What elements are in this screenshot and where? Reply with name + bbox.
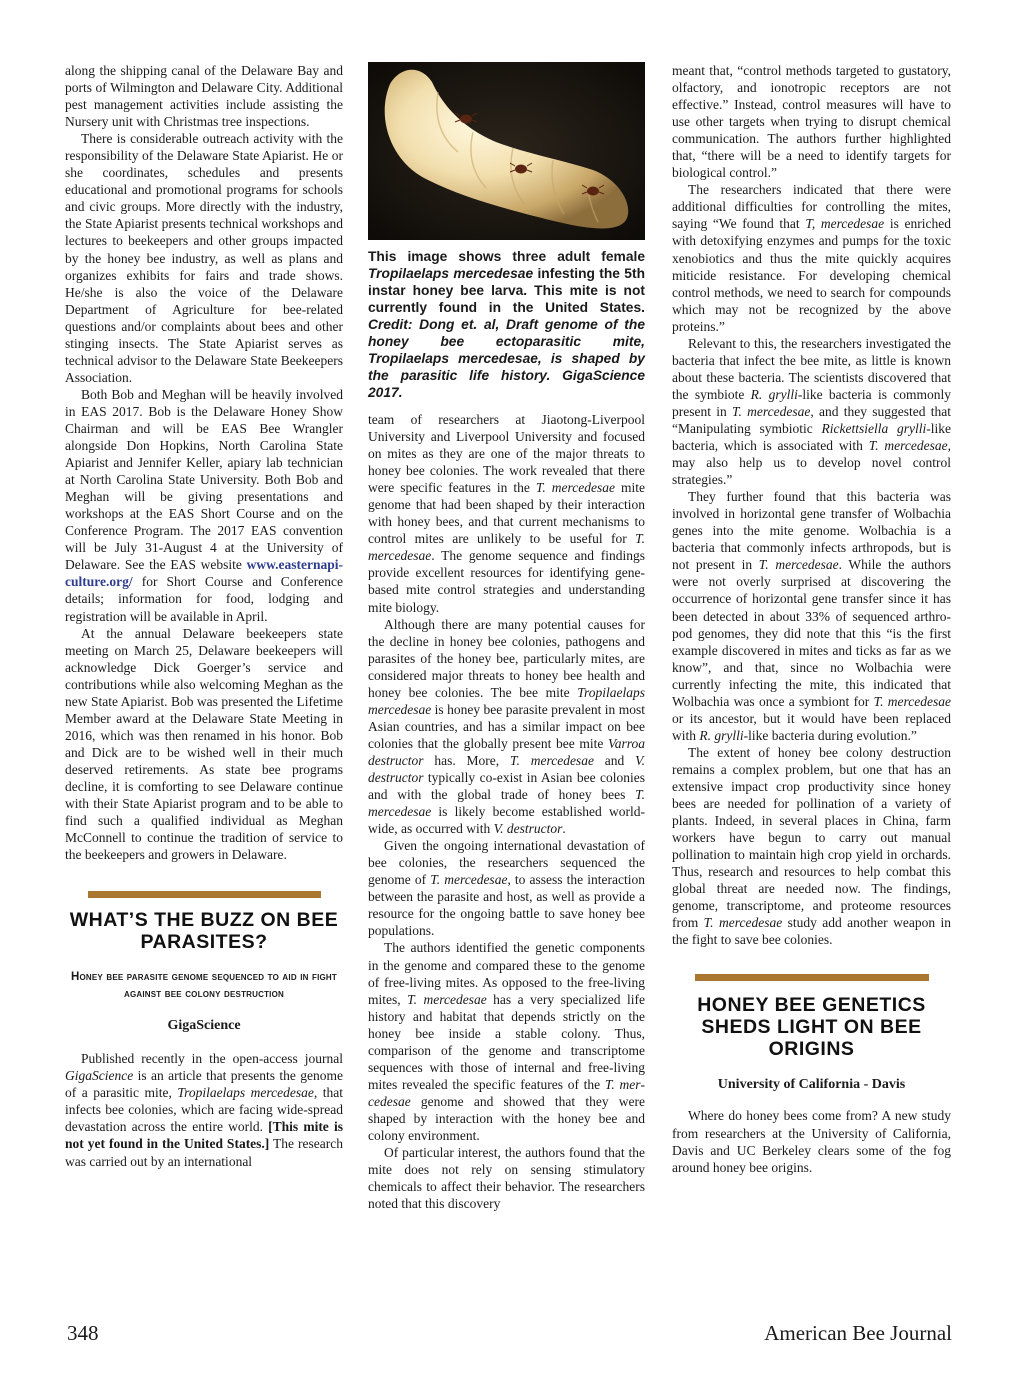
text: genome and showed that they were shaped by interaction with the honey bee and colony environment. bbox=[368, 1093, 645, 1143]
species-name: T, mercedesae bbox=[805, 216, 885, 232]
text: . While the authors were not overly surprised at discovering the occurrence of horizontal gene transfer since it has been detected in about 33% of sequenced arthropod genomes, they did note that this “is the first example discovered in mites and ticks as far as we know”, and that, since no Wolbachia were currently infecting the mite, this indicated that Wolbachia was once a symbiont for bbox=[672, 557, 951, 709]
text: is likely become established world-wide, as occurred with bbox=[368, 804, 645, 837]
paragraph bbox=[368, 411, 645, 616]
paragraph: There is considerable outreach activity with the responsibility of the Delaware State Apiarist. He or she coordinates, schedules and presents educational and promotional programs for schools and civic groups. More directly with the industry, the State Apiarist presents technical workshops and lectures to beekeepers and other groups impacted by the honey bee industry, as well as plans and organizes exhibits for fairs and trade shows. He/she is also the voice of the Delaware Department of Agriculture for bee-related questions and/or complaints about bees and other stinging insects. The State Apiarist serves as technical advisor to the Delaware State Beekeepers Association. bbox=[65, 131, 343, 385]
column-2 bbox=[368, 62, 645, 1212]
species-name: Rickettsiella grylli bbox=[821, 420, 927, 436]
text: typically co-exist in Asian bee colonies and with the global trade of honey bees bbox=[368, 769, 645, 803]
text: , to assess the interaction between the parasite and host, as well as provide a resource for the ongoing battle to save honey bee populations. bbox=[368, 872, 645, 939]
paragraph bbox=[368, 616, 645, 838]
paragraph bbox=[65, 386, 343, 625]
text: , that infects bee colonies, which are facing wide-spread devastation across the entire world. bbox=[65, 1085, 344, 1135]
species-name: T. mercedesae bbox=[535, 480, 615, 496]
photo-credit: Credit: Dong et. al, Draft genome of the honey bee ectoparasitic mite, Tropilaelaps mercedesae, is shaped by the parasitic life history. GigaScience 2017. bbox=[368, 317, 645, 400]
species-name: T. mercedesae bbox=[873, 693, 951, 709]
article-headline: HONEY BEE GENETICS SHEDS LIGHT ON BEE ORIGINS bbox=[697, 994, 926, 1061]
paragraph bbox=[672, 335, 951, 488]
article-headline: WHAT’S THE BUZZ ON BEE PARASITES? bbox=[69, 909, 339, 954]
text: has. More, bbox=[423, 752, 510, 768]
paragraph bbox=[672, 488, 951, 744]
paragraph bbox=[672, 181, 951, 334]
species-name: T. mercedesae bbox=[368, 1076, 645, 1109]
species-name: T. mercedesae bbox=[868, 438, 948, 454]
paragraph bbox=[368, 837, 645, 939]
editor-note: [This mite is not yet found in the United States.] bbox=[65, 1119, 343, 1152]
text: The authors identified the genetic components in the genome and compared these to the genome of free-living mites. As opposed to the free-living mites, bbox=[368, 940, 645, 1007]
journal-name-footer: American Bee Journal bbox=[764, 1321, 952, 1345]
column-3 bbox=[672, 62, 951, 1176]
section-divider bbox=[88, 891, 321, 898]
page-number: 348 bbox=[67, 1321, 99, 1345]
species-name: V. destructor bbox=[493, 821, 563, 837]
text: Relevant to this, the researchers investigated the bacteria that infect the bee mite, as little is known about these bacteria. The scientists discovered that the symbiote bbox=[672, 335, 951, 402]
section-divider bbox=[695, 974, 929, 981]
text: . The genome sequence and findings provide excellent resources for identifying gene-based mite control strategies and understanding mite biology. bbox=[368, 548, 645, 615]
paragraph: At the annual Delaware beekeepers state meeting on March 25, Delaware beekeepers will acknowledge Dick Goerger’s service and contributions while also welcoming Meghan as the new State Apiarist. Bob was presented the Lifetime Member award at the Delaware State Meeting in 2016, which was then renamed in his honor. Bob and Dick are to be wished well in their much deserved retirements. As state bee programs decline, it is comforting to see Delaware continue with their State Apiarist program and to be able to find such a qualified individual as Meghan McConnell to continue the tradition of service to the beekeepers and growers in Delaware. bbox=[65, 625, 343, 863]
column-1 bbox=[65, 62, 343, 1170]
text: for Short Course and Conference details; information for food, lodging and registration will be available in April. bbox=[65, 574, 343, 624]
paragraph bbox=[368, 939, 645, 1144]
paragraph: meant that, “control methods targeted to gustatory, olfactory, and ionotropic receptors are not effective.” Instead, control measures will have to use other targets when trying to disrupt chemical communication. The authors further highlighted that, “there will be a need to identify targets for biological control.” bbox=[672, 63, 951, 181]
article-subhead: Honey bee parasite genome sequenced to aid in fight against bee colony destruction bbox=[70, 971, 337, 1001]
paragraph: Where do honey bees come from? A new study from researchers at the University of California, Davis and UC Berkeley clears some of the fog around honey bee origins. bbox=[672, 1108, 951, 1175]
larva-mite-photo bbox=[368, 62, 645, 240]
text: Although there are many potential causes for the decline in honey bee colonies, pathogens and parasites of the honey bee, particularly mites, are considered major threats to honey bee health and honey bee colonies. The bee mite bbox=[368, 616, 645, 700]
text: is an article that presents the genome of a parasitic mite, bbox=[65, 1068, 343, 1101]
species-name: T. mercedesae bbox=[703, 915, 783, 931]
text: -like bacteria during evolution.” bbox=[743, 727, 917, 743]
text: Given the ongoing international devastation of bee colonies, the researchers sequenced the genome of bbox=[368, 838, 645, 888]
text: is enriched with detoxifying enzymes and pumps for the toxic xenobiotics and thus the mite quickly acquires miticide resistance. For developing chemical control methods, we need to search for compounds which may not be recognized by the above proteins.” bbox=[672, 216, 951, 334]
species-name: R. grylli bbox=[750, 386, 798, 402]
text: They further found that this bacteria was involved in horizontal gene transfer of Wolbachia genes into the mite genome. Wolbachia is a bacteria that commonly infects arthropods, but is not present in bbox=[672, 489, 951, 573]
text: or its ancestor, but it would have been replaced with bbox=[672, 710, 951, 743]
text: , may also help us to develop novel control strategies.” bbox=[672, 438, 951, 488]
paragraph: along the shipping canal of the Delaware Bay and ports of Wilmington and Delaware City. Additional pest management activities include assisting the Nursery unit with Christmas tree inspections. bbox=[65, 63, 343, 130]
eas-website-link[interactable]: www.easternapiculture.org/ bbox=[65, 557, 343, 590]
species-name: T. mercedesae bbox=[510, 752, 594, 768]
journal-name: GigaScience bbox=[65, 1068, 134, 1084]
text: has a very specialized life history and habitat that depends strictly on the honey bee inside a stable colony. Thus, comparison of the genome and transcriptome sequences with those of internal and free-living mites revealed the specific features of the bbox=[368, 991, 645, 1092]
text: mite genome that had been shaped by their interaction with honey bees, and that current mechanisms to control mites are unlikely to be useful for bbox=[368, 480, 645, 547]
text: The extent of honey bee colony destruction remains a complex problem, but one that has an extensive impact crop productivity since honey bees are needed for pollination of a variety of plants. Indeed, in several places in China, farm workers have begun to carry out manual pollination to maintain high crop yield in orchards. Thus, research and resources to help combat this global threat are needed now. The findings, genome, transcriptome, and proteome resources from bbox=[672, 744, 951, 931]
text: This image shows three adult female bbox=[368, 249, 645, 264]
article-source: University of California - Davis bbox=[717, 1077, 906, 1093]
paragraph bbox=[672, 744, 951, 949]
article-buzz-on-bee-parasites bbox=[65, 891, 343, 1169]
text: Both Bob and Meghan will be heavily involved in EAS 2017. Bob is the Delaware Honey Show Chairman and will be EAS Bee Wrangler alongside Don Hopkins, North Carolina State Apiarist and Jennifer Keller, apiary lab technician at North Carolina State University. Both Bob and Meghan will be giving presentations and workshops at the EAS Short Course and on the Conference Program. The 2017 EAS convention will be July 31-August 4 at the University of Delaware. See the EAS website bbox=[65, 386, 343, 573]
species-name: Tropilaelaps mercedesae bbox=[368, 266, 534, 281]
paragraph: Of particular interest, the authors found that the mite does not rely on sensing stimulatory chemicals to affect their behavior. The researchers noted that this discovery bbox=[368, 1145, 645, 1212]
text: , and they suggested that “Manipulating symbiotic bbox=[672, 403, 951, 436]
species-name: T. mercedesae bbox=[732, 403, 811, 419]
species-name: T. mercedesae bbox=[407, 991, 487, 1007]
species-name: T. mercedesae bbox=[430, 872, 508, 888]
text: and bbox=[593, 752, 636, 768]
text: team of researchers at Jiaotong-Liverpool University and Liverpool University and focused on mites as they are one of the major threats to honey bee colonies. The work revealed that there were specific features in the bbox=[368, 412, 645, 496]
text: study add another weapon in the fight to save bee colonies. bbox=[672, 915, 951, 948]
species-name: R. grylli bbox=[699, 727, 744, 743]
text: Published recently in the open-access journal bbox=[81, 1051, 343, 1067]
text: The research was carried out by an international bbox=[65, 1136, 343, 1169]
species-name: Varroa destructor bbox=[368, 735, 645, 768]
species-name: T. mercedesae bbox=[368, 787, 645, 820]
article-source: GigaScience bbox=[167, 1018, 241, 1034]
paragraph bbox=[65, 1050, 343, 1169]
article-honey-bee-genetics bbox=[672, 974, 951, 1175]
species-name: T. mercedesae bbox=[758, 557, 839, 573]
photo-caption bbox=[368, 248, 645, 401]
species-name: Tropilaelaps mercedesae bbox=[177, 1085, 314, 1101]
species-name: V. destructor bbox=[368, 752, 645, 785]
text: is honey bee parasite prevalent in most Asian countries, and has a similar impact on bee colonies that the globally present bee mite bbox=[368, 701, 645, 751]
species-name: Tropilaelaps mercedesae bbox=[368, 684, 645, 717]
text: -like bacteria, which is associated with bbox=[672, 420, 951, 454]
text: -like bacteria is commonly present in bbox=[672, 386, 952, 419]
text: The researchers indicated that there were additional difficulties for controlling the mites, saying “We found that bbox=[672, 182, 951, 232]
text: . bbox=[562, 821, 566, 837]
species-name: T. mercedesae bbox=[368, 531, 645, 564]
text: infesting the 5th instar honey bee larva. This mite is not currently found in the United States. bbox=[368, 266, 645, 315]
